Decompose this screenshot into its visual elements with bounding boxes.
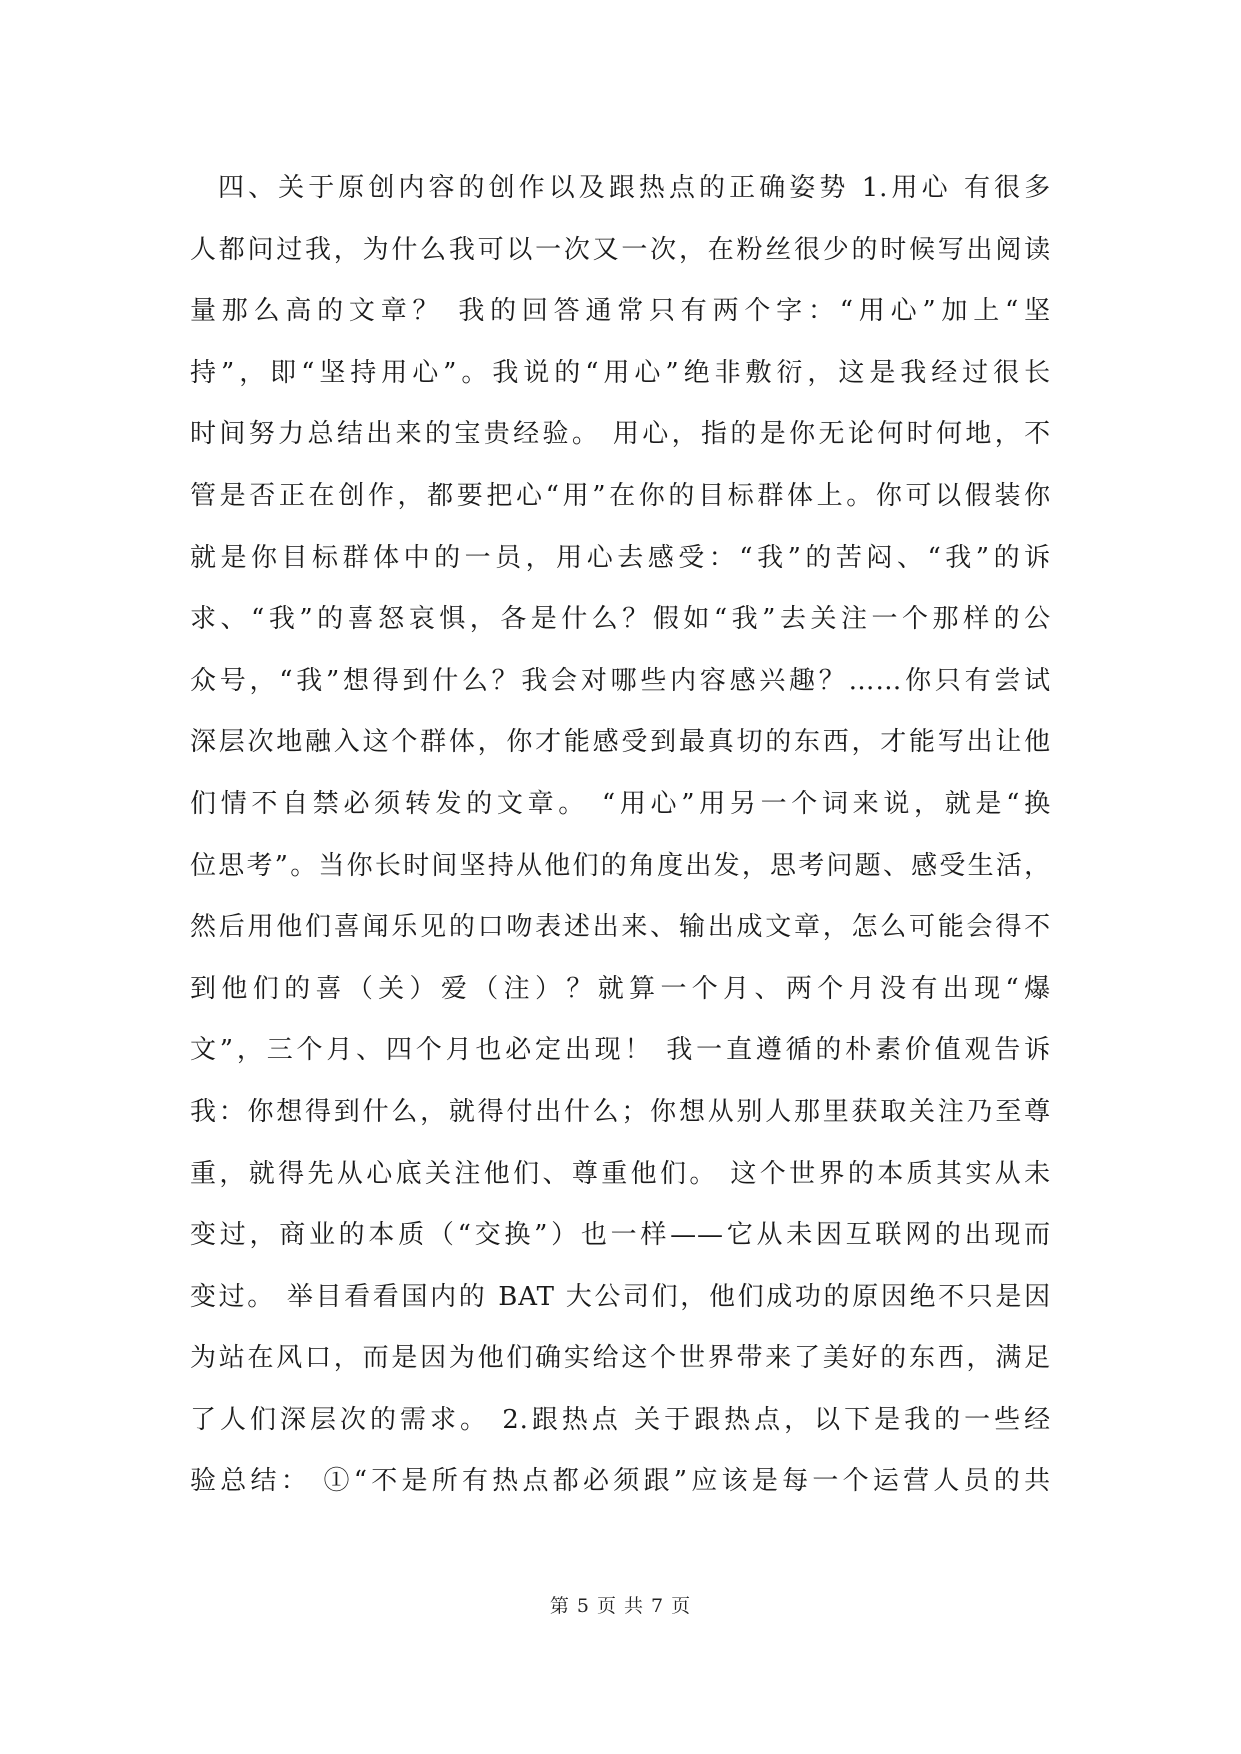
- text-line: 为站在风口，而是因为他们确实给这个世界带来了美好的东西，满足: [190, 1343, 1051, 1374]
- text-line: 变过。 举目看看国内的 BAT 大公司们，他们成功的原因绝不只是因: [190, 1281, 1051, 1312]
- page-number: 第 5 页 共 7 页: [549, 1595, 692, 1617]
- text-line: 到他们的喜（关）爱（注）？就算一个月、两个月没有出现“爆: [190, 973, 1051, 1004]
- text-line: 持”，即“坚持用心”。我说的“用心”绝非敷衍，这是我经过很长: [190, 357, 1051, 388]
- text-line: 就是你目标群体中的一员，用心去感受：“我”的苦闷、“我”的诉: [190, 542, 1051, 573]
- text-line: 位思考”。当你长时间坚持从他们的角度出发，思考问题、感受生活，: [190, 850, 1051, 881]
- text-line: 四、关于原创内容的创作以及跟热点的正确姿势 1.用心 有很多: [218, 173, 1051, 203]
- page-footer: [0, 1594, 1241, 1618]
- text-line: 然后用他们喜闻乐见的口吻表述出来、输出成文章，怎么可能会得不: [190, 912, 1051, 943]
- text-line: 验总结： ①“不是所有热点都必须跟”应该是每一个运营人员的共: [190, 1466, 1051, 1497]
- text-line: 变过，商业的本质（“交换”）也一样——它从未因互联网的出现而: [190, 1220, 1051, 1251]
- text-line: 深层次地融入这个群体，你才能感受到最真切的东西，才能写出让他: [190, 727, 1051, 758]
- text-line: 了人们深层次的需求。 2.跟热点 关于跟热点，以下是我的一些经: [190, 1404, 1051, 1435]
- text-line: 求、“我”的喜怒哀惧，各是什么？假如“我”去关注一个那样的公: [190, 604, 1051, 635]
- body-paragraph: [190, 158, 1051, 1513]
- text-line: 管是否正在创作，都要把心“用”在你的目标群体上。你可以假装你: [190, 480, 1051, 511]
- text-line: 我：你想得到什么，就得付出什么；你想从别人那里获取关注乃至尊: [190, 1096, 1051, 1127]
- text-line: 人都问过我，为什么我可以一次又一次，在粉丝很少的时候写出阅读: [190, 234, 1051, 265]
- text-line: 重，就得先从心底关注他们、尊重他们。 这个世界的本质其实从未: [190, 1158, 1051, 1189]
- text-line: 量那么高的文章？ 我的回答通常只有两个字：“用心”加上“坚: [190, 296, 1051, 327]
- text-line: 文”，三个月、四个月也必定出现！ 我一直遵循的朴素价值观告诉: [190, 1035, 1051, 1066]
- text-line: 众号，“我”想得到什么？我会对哪些内容感兴趣？……你只有尝试: [190, 665, 1051, 696]
- text-line: 时间努力总结出来的宝贵经验。 用心，指的是你无论何时何地，不: [190, 419, 1051, 450]
- text-line: 们情不自禁必须转发的文章。 “用心”用另一个词来说，就是“换: [190, 788, 1051, 819]
